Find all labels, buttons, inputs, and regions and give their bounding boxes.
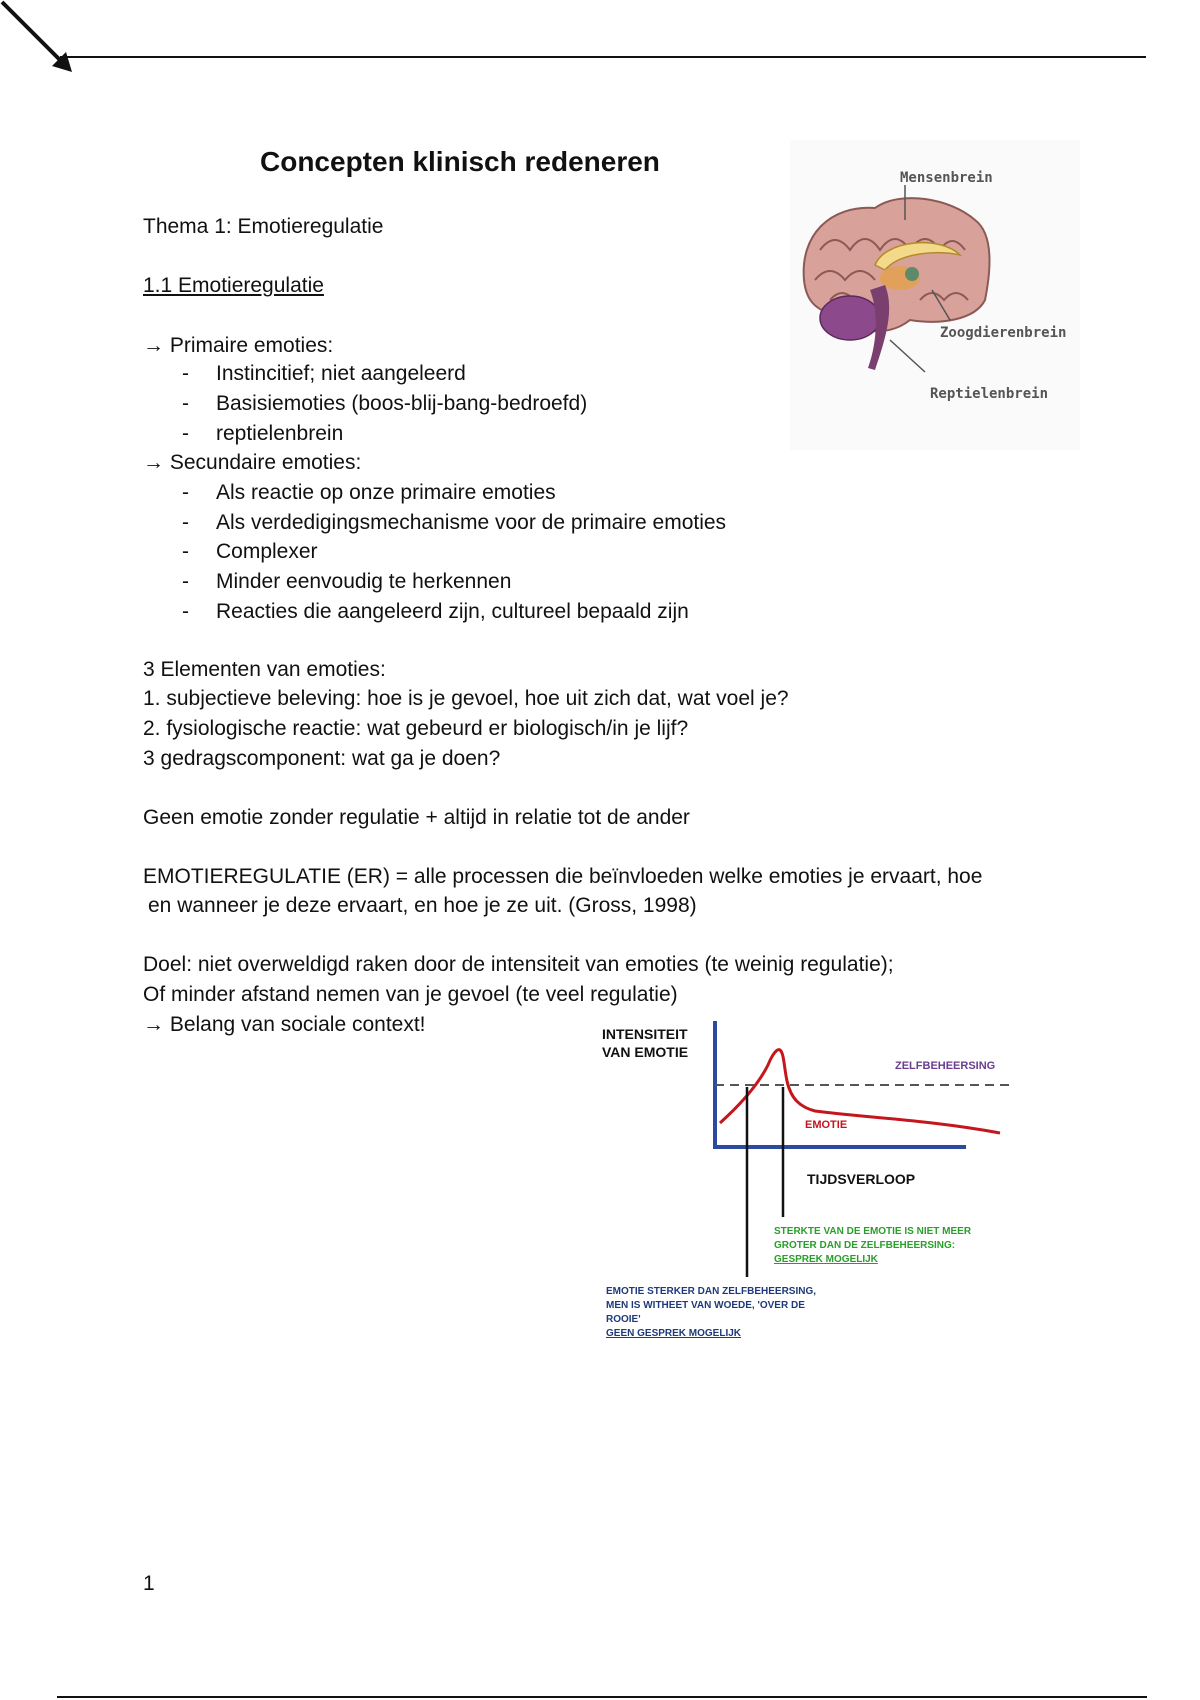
curve-label: EMOTIE — [805, 1119, 848, 1131]
element-line: 2. fysiologische reactie: wat gebeurd er biologisch/in je lijf? — [143, 717, 689, 740]
x-axis-label: TIJDSVERLOOP — [807, 1171, 916, 1187]
brain-label-mammal: Zoogdierenbrein — [940, 325, 1067, 341]
goal-line: Of minder afstand nemen van je gevoel (te veel regulatie) — [143, 983, 678, 1006]
list-item: - Instincitief; niet aangeleerd — [182, 362, 466, 385]
element-line: 3 gedragscomponent: wat ga je doen? — [143, 747, 501, 770]
no-emotion-statement: Geen emotie zonder regulatie + altijd in relatie tot de ander — [143, 806, 690, 829]
green-note: STERKTE VAN DE EMOTIE IS NIET MEER GROTER DAN DE ZELFBEHEERSING: GESPREK MOGELIJK — [774, 1226, 972, 1265]
goal-line: Doel: niet overweldigd raken door de intensiteit van emoties (te weinig regulatie); — [143, 953, 894, 976]
list-item: - Als reactie op onze primaire emoties — [182, 481, 556, 504]
brain-illustration — [790, 140, 1080, 450]
list-item: - Basisiemoties (boos-blij-bang-bedroefd) — [182, 392, 588, 415]
page-number: 1 — [143, 1572, 155, 1595]
brain-label-reptile: Reptielenbrein — [930, 386, 1049, 402]
threshold-label: ZELFBEHEERSING — [895, 1060, 996, 1072]
list-item: - Reacties die aangeleerd zijn, cultureel bepaald zijn — [182, 600, 689, 623]
bottom-rule — [57, 1696, 1147, 1698]
elements-heading: 3 Elementen van emoties: — [143, 658, 386, 681]
goal-line: → Belang van sociale context! — [143, 1013, 426, 1036]
theme-heading: Thema 1: Emotieregulatie — [143, 215, 384, 238]
corner-arrow-icon — [0, 0, 80, 80]
top-rule — [60, 56, 1146, 58]
list-item: - Als verdedigingsmechanisme voor de primaire emoties — [182, 511, 727, 534]
list-item: - Complexer — [182, 540, 318, 563]
secondary-heading: → Secundaire emoties: — [143, 451, 362, 474]
section-heading: 1.1 Emotieregulatie — [143, 274, 324, 297]
definition-line: EMOTIEREGULATIE (ER) = alle processen die beïnvloeden welke emoties je ervaart, hoe — [143, 865, 983, 888]
blue-note: EMOTIE STERKER DAN ZELFBEHEERSING, MEN IS WITHEET VAN WOEDE, 'OVER DE ROOIE' GEEN GESPREK MOGELIJK — [606, 1286, 817, 1339]
y-axis-label: INTENSITEIT VAN EMOTIE — [602, 1026, 689, 1060]
brain-figure — [790, 140, 1080, 450]
list-item: - Minder eenvoudig te herkennen — [182, 570, 512, 593]
primary-heading: → Primaire emoties: — [143, 334, 334, 357]
intensity-figure — [590, 1015, 1020, 1355]
definition-line: en wanneer je deze ervaart, en hoe je ze uit. (Gross, 1998) — [148, 894, 697, 917]
page-title: Concepten klinisch redeneren — [260, 146, 660, 177]
element-line: 1. subjectieve beleving: hoe is je gevoel, hoe uit zich dat, wat voel je? — [143, 687, 789, 710]
brain-label-human: Mensenbrein — [900, 170, 993, 186]
list-item: - reptielenbrein — [182, 422, 344, 445]
